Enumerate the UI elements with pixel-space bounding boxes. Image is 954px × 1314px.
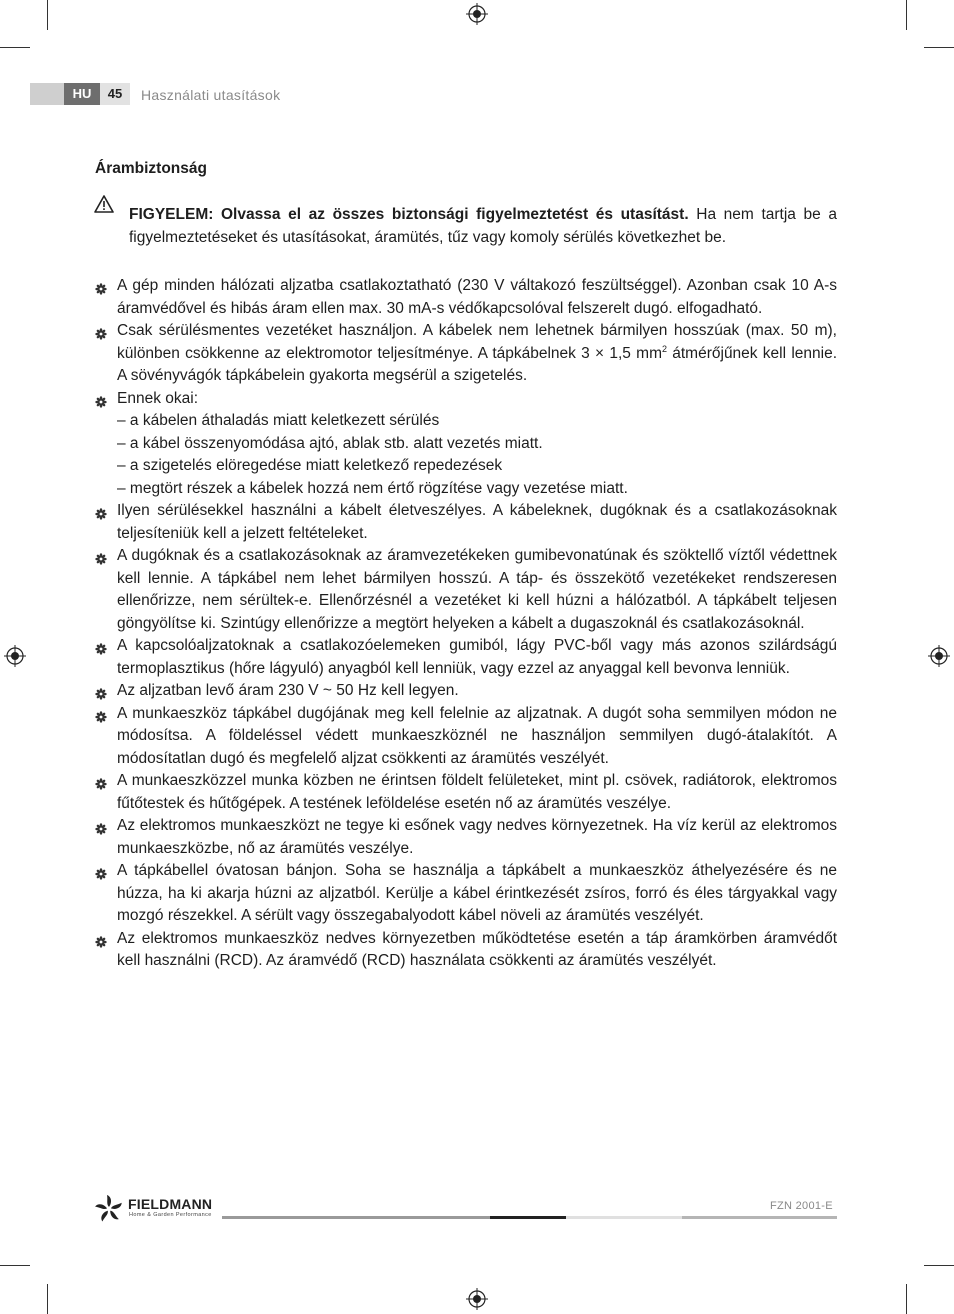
bullet-text: Ilyen sérülésekkel használni a kábelt életveszélyes. A kábeleknek, dugóknak és a csatlakozásoknak teljesíteniük kell a jelzett feltételeket. — [117, 502, 837, 542]
list-item — [94, 635, 837, 680]
list-item — [94, 275, 837, 320]
crop-mark — [924, 47, 954, 48]
bullet-text: Csak sérülésmentes vezetéket használjon. A kábelek nem lehetnek bármilyen hosszúak (max. 50 m), különben csökkenne az elektromotor teljesítménye. A tápkábelnek 3 × 1,5 mm — [117, 322, 837, 362]
sub-item: – a kábel összenyomódása ajtó, ablak stb. alatt vezetés miatt. — [117, 434, 543, 452]
list-item — [94, 770, 837, 815]
sub-item: – a kábelen áthaladás miatt keletkezett sérülés — [117, 412, 440, 429]
language-badge: HU — [64, 83, 100, 105]
list-item — [94, 860, 837, 928]
bullet-icon — [95, 280, 107, 292]
model-number: FZN 2001-E — [770, 1200, 833, 1212]
bullet-icon — [95, 865, 107, 877]
bullet-text: A kapcsolóaljzatoknak a csatlakozóelemeken gumiból, lágy PVC-ből vagy más azonos szilárdságú termoplasztikus (hőre lágyuló) anyagból kell lenniük, vagy ezzel az anyaggal kell bevonva lenniük. — [117, 637, 837, 677]
bullet-text: A dugóknak és a csatlakozásoknak az áramvezetékeken gumibevonatúnak és szöktellő víztől védettnek kell lennie. A tápkábel nem lehet bármilyen hosszú. A táp- és összekötő vezetékeket rendszeresen ellenőrizze, nem sérültek-e. Ellenőrzésnél a vezetéket ki kell húzni a hálózatból. A tápkábelt teljesen göngyölítse ki. Szintúgy ellenőrizze a megtört helyeken a kábelt a dugaszoknál és csatlakozásoknál. — [117, 547, 837, 632]
bullet-icon — [95, 393, 107, 405]
crop-mark — [906, 0, 907, 30]
bullet-text: Az elektromos munkaeszközt ne tegye ki esőnek vagy nedves környezetnek. Ha víz kerül az elektromos munkaeszközbe, nő az áramütés veszélye. — [117, 817, 837, 857]
page-number: 45 — [100, 83, 130, 105]
bullet-text: A munkaeszköz tápkábel dugójának meg kell felelnie az aljzatnak. A dugót soha semmilyen módon ne módosítsa. A földeléssel védett munkaeszköznél ne használjon semmilyen dugó-átalakítót. A módosítatlan dugó és megfelelő aljzat csökkenti az áramütés veszélyét. — [117, 704, 837, 767]
fieldmann-fan-logo-icon — [94, 1194, 124, 1224]
section-title: Árambiztonság — [95, 160, 207, 177]
bullet-icon — [95, 933, 107, 945]
warning-text: Ha nem tartja be a figyelmeztetéseket és utasításokat, áramütés, tűz vagy komoly sérülés következhet be. — [129, 206, 837, 246]
crop-mark — [47, 1284, 48, 1314]
sub-item: – megtört részek a kábelek hozzá nem értő rögzítése vagy vezetése miatt. — [117, 479, 628, 497]
safety-bullet-list — [94, 275, 837, 973]
header-title: Használati utasítások — [141, 87, 281, 103]
list-item — [94, 320, 837, 388]
list-item — [94, 815, 837, 860]
list-item — [94, 545, 837, 635]
bullet-icon — [95, 505, 107, 517]
list-item — [94, 388, 837, 501]
bullet-icon — [95, 325, 107, 337]
bullet-text: A munkaeszközzel munka közben ne érintsen földelt felületeket, mint pl. csövek, radiátorok, elektromos fűtőtestek és hűtőgépek. A testének leföldelése esetén nő az áramütés veszélye. — [117, 772, 837, 812]
bullet-text: Az elektromos munkaeszköz nedves környezetben működtetése esetén a táp áramkörben áramvédőt kell használni (RCD). Az áramvédő (RCD) használata csökkenti az áramütés veszélyét. — [117, 929, 837, 969]
warning-paragraph — [129, 204, 837, 249]
list-item — [94, 703, 837, 771]
brand-tagline: Home & Garden Performance — [129, 1212, 212, 1218]
crop-mark — [906, 1284, 907, 1314]
crop-mark — [0, 47, 30, 48]
bullet-icon — [95, 640, 107, 652]
brand-name: FIELDMANN — [128, 1196, 213, 1212]
bullet-icon — [95, 550, 107, 562]
crop-mark — [47, 0, 48, 30]
warning-bold-text: FIGYELEM: Olvassa el az összes biztonsági figyelmeztetést és utasítást. — [129, 206, 689, 223]
bullet-icon — [95, 820, 107, 832]
footer-rule — [682, 1216, 837, 1219]
registration-mark-icon — [466, 1288, 488, 1310]
warning-triangle-icon — [94, 195, 114, 213]
superscript: 2 — [661, 343, 667, 354]
registration-mark-icon — [4, 645, 26, 667]
bullet-text: Az aljzatban levő áram 230 V ~ 50 Hz kell legyen. — [117, 682, 459, 699]
bullet-text: Ennek okai: — [117, 389, 198, 407]
bullet-icon — [95, 708, 107, 720]
list-item — [94, 500, 837, 545]
bullet-icon — [95, 775, 107, 787]
registration-mark-icon — [928, 645, 950, 667]
crop-mark — [924, 1265, 954, 1266]
bullet-text: A tápkábellel óvatosan bánjon. Soha se használja a tápkábelt a munkaeszköz áthelyezésére és ne húzza, ha ki akarja húzni az aljzatból. Kerülje a kábel érintkezését zsíros, forró és éles tárgyakkal vagy mozgó részekkel. A sérült vagy összegabalyodott kábel növeli az áramütés veszélyét. — [117, 862, 837, 924]
footer-rule — [490, 1216, 566, 1219]
registration-mark-icon — [466, 3, 488, 25]
footer-rule — [566, 1216, 682, 1219]
sub-item: – a szigetelés elöregedése miatt keletkező repedezések — [117, 457, 503, 474]
list-item — [94, 680, 837, 703]
bullet-icon — [95, 685, 107, 697]
list-item — [94, 928, 837, 973]
crop-mark — [0, 1265, 30, 1266]
bullet-text: átmérőjűnek kell lennie. A sövényvágók tápkábelein gyakorta megsérül a szigetelés. — [117, 344, 837, 384]
footer-rule — [222, 1216, 490, 1219]
bullet-text: A gép minden hálózati aljzatba csatlakoztatható (230 V váltakozó feszültséggel). Azonban csak 10 A-s áramvédővel és hibás áram ellen max. 30 mA-s védőkapcsolóval felszerelt dugó. elfogadható. — [117, 277, 837, 317]
